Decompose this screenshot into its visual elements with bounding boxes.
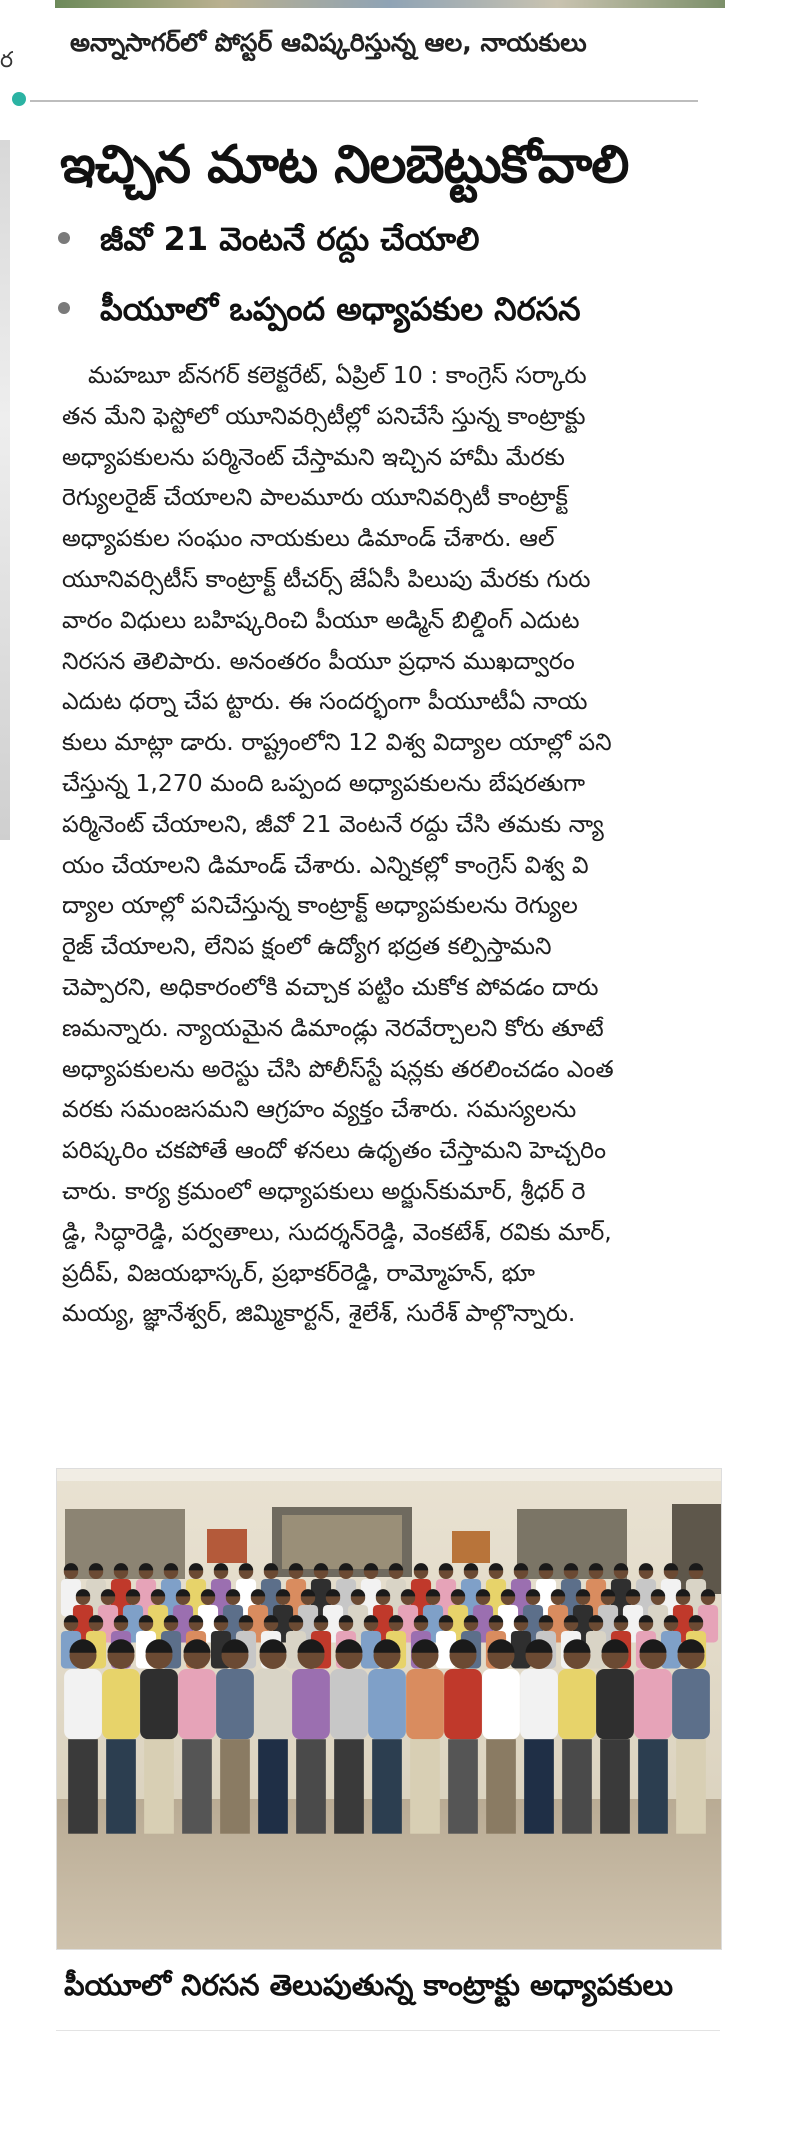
- previous-photo-edge: [55, 0, 725, 8]
- subhead-2: [58, 290, 581, 336]
- article-line: పర్మినెంట్ చేయాలని, జీవో 21 వెంటనే రద్దు చేసి తమకు న్యా: [62, 809, 604, 838]
- article-line: అధ్యాపకులను పర్మినెంట్ చేస్తామని ఇచ్చిన హామీ మేరకు: [62, 442, 565, 471]
- article-line: ఎదుట ధర్నా చేప ట్టారు. ఈ సందర్భంగా పీయూటీఏ నాయ: [62, 687, 588, 716]
- section-divider: [30, 100, 698, 102]
- article-line: చెప్పారని, అధికారంలోకి వచ్చాక పట్టిం చుకోక పోవడం దారు: [62, 972, 599, 1001]
- article-line: యూనివర్సిటీస్ కాంట్రాక్ట్ టీచర్స్ జేఏసీ పిలుపు మేరకు గురు: [62, 564, 591, 593]
- article-line: అధ్యాపకులను అరెస్టు చేసి పోలీస్‌స్టే షన్లకు తరలించడం ఎంత: [62, 1054, 614, 1083]
- article-line: పరిష్కరిం చకపోతే ఆందో ళనలు ఉధృతం చేస్తామని హెచ్చరిం: [62, 1136, 606, 1165]
- accent-dot-icon: [12, 92, 26, 106]
- article-line: ణమన్నారు. న్యాయమైన డిమాండ్లు నెరవేర్చాలని కోరు తూటే: [62, 1013, 604, 1042]
- article-body: [62, 355, 730, 1334]
- article-line: ప్రదీప్, విజయభాస్కర్, ప్రభాకర్‌రెడ్డి, రామ్మోహన్, భూ: [62, 1258, 536, 1287]
- subhead-1: [58, 220, 480, 266]
- subhead-2-text: పీయూలో ఒప్పంద అధ్యాపకుల నిరసన: [100, 290, 581, 328]
- article-line: తన మేని ఫెస్టోలో యూనివర్సిటీల్లో పనిచేసే స్తున్న కాంట్రాక్టు: [62, 401, 586, 430]
- group-photo-image: [57, 1469, 721, 1949]
- article-line: మయ్య, జ్ఞానేశ్వర్, జిమ్మికార్టన్, శైలేశ్, సురేశ్ పాల్గొన్నారు.: [62, 1299, 576, 1328]
- bottom-divider: [56, 2030, 720, 2031]
- adjacent-column-glyph: ర: [0, 48, 14, 73]
- article-line: చారు. కార్య క్రమంలో అధ్యాపకులు అర్జున్‌కుమార్, శ్రీధర్ రె: [62, 1176, 586, 1205]
- article-line: డ్డి, సిద్ధారెడ్డి, పర్వతాలు, సుదర్శన్‌రెడ్డి, వెంకటేశ్, రవికు మార్,: [62, 1217, 612, 1246]
- article-line: అధ్యాపకుల సంఘం నాయకులు డిమాండ్ చేశారు. ఆల్: [62, 524, 555, 553]
- article-line: కులు మాట్లా డారు. రాష్ట్రంలోని 12 విశ్వ విద్యాల యాల్లో పని: [62, 728, 612, 757]
- article-line: యం చేయాలని డిమాండ్ చేశారు. ఎన్నికల్లో కాంగ్రెస్ విశ్వ వి: [62, 850, 589, 879]
- article-line: చేస్తున్న 1,270 మంది ఒప్పంద అధ్యాపకులను బేషరతుగా: [62, 768, 586, 797]
- article-line: నిరసన తెలిపారు. అనంతరం పీయూ ప్రధాన ముఖద్వారం: [62, 646, 575, 675]
- article-line: ద్యాల యాల్లో పనిచేస్తున్న కాంట్రాక్ట్ అధ్యాపకులను రెగ్యుల: [62, 891, 578, 920]
- previous-photo-caption: అన్నాసాగర్‌లో పోస్టర్ ఆవిష్కరిస్తున్న ఆల, నాయకులు: [70, 28, 587, 57]
- article-line: వారం విధులు బహిష్కరించి పీయూ అడ్మిన్ బిల్డింగ్ ఎదుట: [62, 605, 580, 634]
- news-photo: [56, 1468, 722, 1950]
- article-headline: ఇచ్చిన మాట నిలబెట్టుకోవాలి: [60, 135, 629, 195]
- article-line: రైజ్ చేయాలని, లేనిప క్షంలో ఉద్యోగ భద్రత కల్పిస్తామని: [62, 932, 552, 961]
- adjacent-column-edge: [0, 140, 10, 840]
- article-line: వరకు సమంజసమని ఆగ్రహం వ్యక్తం చేశారు. సమస్యలను: [62, 1095, 577, 1124]
- article-line: మహబూ బ్‌నగర్ కలెక్టరేట్, ఏప్రిల్ 10 : కాంగ్రెస్ సర్కారు: [88, 361, 587, 389]
- article-line: రెగ్యులరైజ్ చేయాలని పాలమూరు యూనివర్సిటీ కాంట్రాక్ట్: [62, 483, 568, 512]
- subhead-1-text: జీవో 21 వెంటనే రద్దు చేయాలి: [100, 220, 480, 258]
- bullet-dot-icon: [58, 232, 70, 244]
- photo-caption: పీయూలో నిరసన తెలుపుతున్న కాంట్రాక్టు అధ్యాపకులు: [64, 1968, 674, 2002]
- bullet-dot-icon: [58, 302, 70, 314]
